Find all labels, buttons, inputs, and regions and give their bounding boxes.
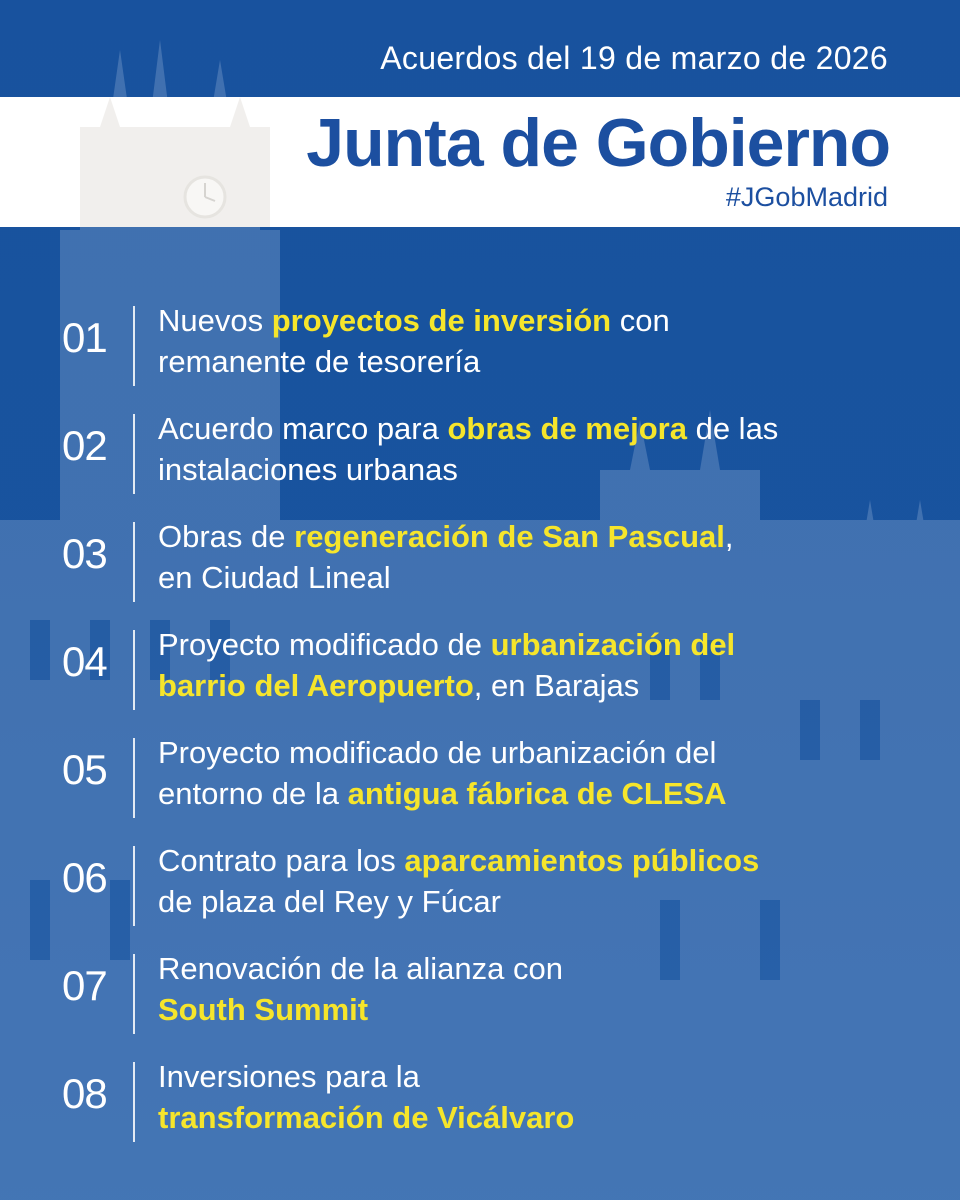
divider — [133, 954, 135, 1034]
item-number: 02 — [62, 422, 107, 469]
item-number: 01 — [62, 314, 107, 361]
item-text: Acuerdo marco para obras de mejora de las instalaciones urbanas — [158, 411, 779, 487]
item-number: 08 — [62, 1070, 107, 1117]
divider — [133, 306, 135, 386]
divider — [133, 630, 135, 710]
list-item — [0, 732, 960, 822]
item-text: Obras de regeneración de San Pascual, en Ciudad Lineal — [158, 519, 734, 595]
list-item — [0, 948, 960, 1038]
divider — [133, 846, 135, 926]
divider — [133, 522, 135, 602]
item-text: Inversiones para la transformación de Vicálvaro — [158, 1059, 575, 1135]
item-number: 07 — [62, 962, 107, 1009]
divider — [133, 1062, 135, 1142]
divider — [133, 738, 135, 818]
item-text: Proyecto modificado de urbanización del entorno de la antigua fábrica de CLESA — [158, 735, 727, 811]
clock-tower-image — [60, 97, 290, 227]
list-item — [0, 840, 960, 930]
list-item — [0, 408, 960, 498]
list-item — [0, 624, 960, 714]
item-text: Proyecto modificado de urbanización del barrio del Aeropuerto, en Barajas — [158, 627, 736, 703]
date-line: Acuerdos del 19 de marzo de 2026 — [380, 40, 888, 76]
item-number: 06 — [62, 854, 107, 901]
list-item — [0, 1056, 960, 1146]
divider — [133, 414, 135, 494]
item-text: Contrato para los aparcamientos públicos de plaza del Rey y Fúcar — [158, 843, 760, 919]
item-number: 04 — [62, 638, 107, 685]
item-number: 05 — [62, 746, 107, 793]
item-text: Nuevos proyectos de inversión con remanente de tesorería — [158, 303, 670, 379]
list-item — [0, 300, 960, 390]
hashtag: #JGobMadrid — [725, 182, 888, 212]
item-number: 03 — [62, 530, 107, 577]
item-text: Renovación de la alianza con South Summit — [158, 951, 563, 1027]
page-title: Junta de Gobierno — [306, 105, 890, 181]
list-item — [0, 516, 960, 606]
